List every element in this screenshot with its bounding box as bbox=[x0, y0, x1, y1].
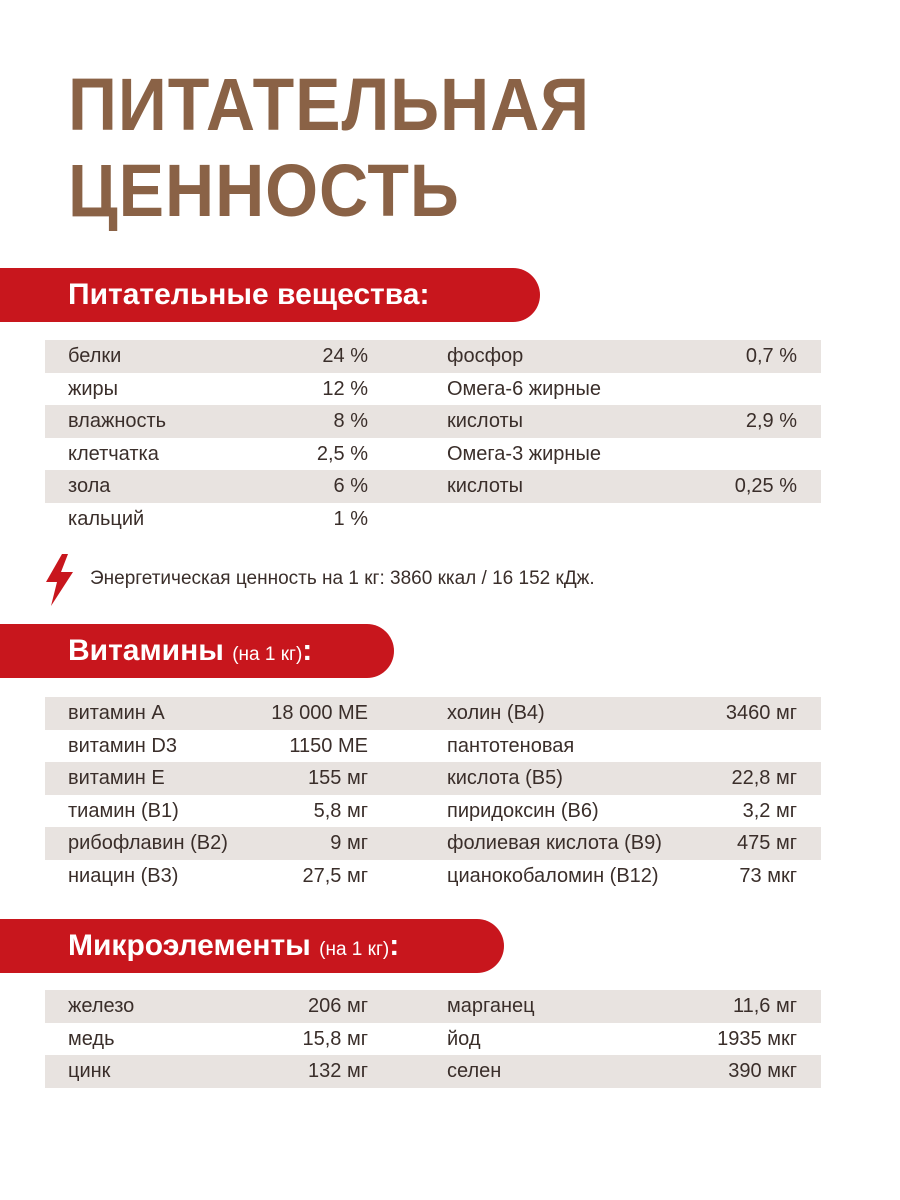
table-row bbox=[45, 762, 821, 795]
table-row bbox=[45, 795, 821, 828]
microelements-heading-colon: : bbox=[389, 929, 400, 962]
vitamin-label: цианокобаломин (B12) bbox=[447, 864, 659, 887]
table-row bbox=[45, 373, 821, 406]
vitamin-value: 22,8 мг bbox=[731, 767, 797, 789]
table-row bbox=[45, 503, 821, 536]
nutrients-table bbox=[45, 340, 821, 535]
vitamin-label: пиридоксин (B6) bbox=[447, 799, 599, 822]
table-row bbox=[45, 340, 821, 373]
nutrient-value: 6 % bbox=[333, 475, 368, 497]
nutrient-label: зола bbox=[68, 475, 111, 497]
vitamin-value: 475 мг bbox=[737, 832, 797, 854]
nutrient-value: 2,9 % bbox=[745, 410, 797, 432]
table-row bbox=[45, 990, 821, 1023]
microelement-label: цинк bbox=[68, 1060, 111, 1082]
vitamin-value: 1150 МЕ bbox=[289, 734, 368, 757]
nutrients-banner bbox=[0, 268, 540, 322]
table-row bbox=[45, 405, 821, 438]
vitamins-heading: Витамины bbox=[68, 634, 224, 667]
vitamin-value: 73 мкг bbox=[739, 864, 797, 887]
vitamin-label: холин (B4) bbox=[447, 702, 545, 724]
nutrient-value: 0,25 % bbox=[734, 475, 797, 497]
nutrients-heading: Питательные вещества: bbox=[68, 278, 430, 311]
microelement-label: железо bbox=[68, 995, 135, 1017]
vitamin-value: 18 000 МЕ bbox=[271, 702, 368, 724]
microelement-label: селен bbox=[447, 1060, 502, 1082]
vitamins-heading-colon: : bbox=[302, 634, 313, 667]
microelement-value: 11,6 мг bbox=[732, 995, 797, 1017]
nutrient-value: 0,7 % bbox=[745, 345, 797, 367]
microelements-heading: Микроэлементы bbox=[68, 929, 311, 962]
nutrient-label: кислоты bbox=[447, 410, 524, 432]
nutrient-value: 24 % bbox=[322, 345, 368, 367]
microelement-label: медь bbox=[68, 1027, 115, 1050]
page-title-line-1: ПИТАТЕЛЬНАЯ bbox=[68, 63, 591, 146]
table-row bbox=[45, 697, 821, 730]
microelements-heading-note: (на 1 кг) bbox=[319, 939, 390, 960]
lightning-icon bbox=[42, 552, 78, 608]
page-title-line-2: ЦЕННОСТЬ bbox=[68, 149, 460, 232]
vitamin-label: кислота (B5) bbox=[447, 767, 563, 789]
microelement-value: 206 мг bbox=[308, 995, 368, 1017]
vitamin-label: ниацин (B3) bbox=[68, 864, 179, 887]
table-row bbox=[45, 438, 821, 471]
vitamin-value: 9 мг bbox=[330, 832, 368, 854]
vitamin-label: витамин A bbox=[68, 702, 165, 724]
microelement-label: йод bbox=[447, 1027, 481, 1050]
nutrient-label: кислоты bbox=[447, 475, 524, 497]
nutrient-label: кальций bbox=[68, 507, 145, 530]
vitamins-banner bbox=[0, 624, 394, 678]
nutrient-value: 12 % bbox=[322, 377, 368, 400]
vitamin-label: рибофлавин (B2) bbox=[68, 832, 228, 854]
microelements-table bbox=[45, 990, 821, 1088]
vitamin-label: витамин E bbox=[68, 767, 165, 789]
vitamin-label: витамин D3 bbox=[68, 734, 177, 757]
table-row bbox=[45, 1055, 821, 1088]
table-row bbox=[45, 827, 821, 860]
nutrient-label: жиры bbox=[68, 377, 119, 400]
vitamin-label: пантотеновая bbox=[447, 734, 575, 757]
nutrient-label: клетчатка bbox=[68, 442, 159, 465]
nutrient-value: 2,5 % bbox=[316, 442, 368, 465]
nutrient-value: 8 % bbox=[333, 410, 368, 432]
table-row bbox=[45, 470, 821, 503]
vitamins-table bbox=[45, 697, 821, 892]
microelement-value: 1935 мкг bbox=[717, 1027, 797, 1050]
microelement-value: 15,8 мг bbox=[302, 1027, 368, 1050]
microelement-value: 132 мг bbox=[308, 1060, 368, 1082]
vitamin-value: 3,2 мг bbox=[742, 799, 797, 822]
vitamin-label: фолиевая кислота (B9) bbox=[447, 832, 662, 854]
table-row bbox=[45, 1023, 821, 1056]
vitamin-value: 3460 мг bbox=[725, 702, 797, 724]
nutrient-label: влажность bbox=[68, 410, 167, 432]
vitamin-value: 5,8 мг bbox=[313, 799, 368, 822]
microelement-value: 390 мкг bbox=[728, 1060, 797, 1082]
vitamin-value: 155 мг bbox=[308, 767, 368, 789]
energy-value-text: Энергетическая ценность на 1 кг: 3860 ккал / 16 152 кДж. bbox=[90, 568, 595, 589]
microelement-label: марганец bbox=[447, 995, 535, 1017]
page-title bbox=[68, 62, 590, 234]
table-row bbox=[45, 730, 821, 763]
nutrient-label: Омега-3 жирные bbox=[447, 442, 601, 465]
nutrient-value: 1 % bbox=[333, 507, 368, 530]
table-row bbox=[45, 860, 821, 893]
nutrient-label: фосфор bbox=[447, 345, 524, 367]
nutrient-label: Омега-6 жирные bbox=[447, 377, 601, 400]
vitamins-heading-note: (на 1 кг) bbox=[232, 644, 303, 665]
vitamin-value: 27,5 мг bbox=[302, 864, 368, 887]
microelements-banner bbox=[0, 919, 504, 973]
vitamin-label: тиамин (B1) bbox=[68, 799, 179, 822]
energy-value-line bbox=[42, 552, 822, 608]
nutrient-label: белки bbox=[68, 345, 122, 367]
